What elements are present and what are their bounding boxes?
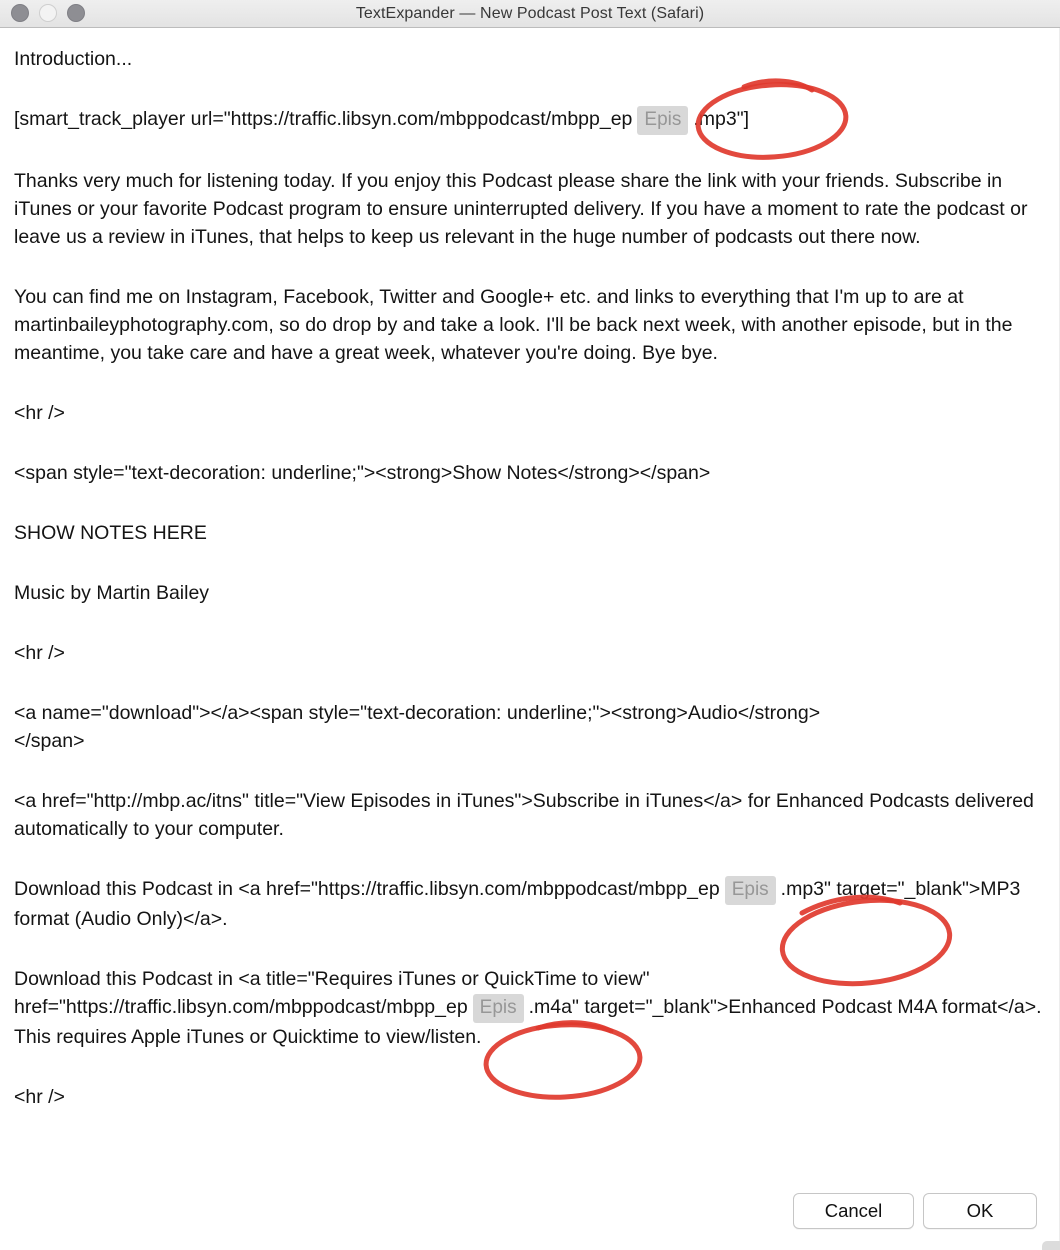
hr-tag-line-2: <hr />	[14, 642, 65, 664]
smart-track-pre-text: [smart_track_player url="https://traffic.libsyn.com/mbppodcast/mbpp_ep	[14, 108, 633, 130]
download-mp3-paragraph	[14, 875, 1046, 933]
subscribe-itunes-paragraph: <a href="http://mbp.ac/itns" title="View Episodes in iTunes">Subscribe in iTunes</a> for Enhanced Podcasts delivered automatically to your computer.	[14, 790, 1034, 840]
traffic-lights	[11, 4, 85, 22]
window-titlebar	[0, 0, 1060, 28]
audio-anchor-line	[14, 699, 1046, 755]
download-m4a-post-text: .m4a" target="_blank">Enhanced Podcast M4A format</a>. This requires Apple iTunes or Quicktime to view/listen.	[14, 996, 1042, 1048]
window-title: TextExpander — New Podcast Post Text (Safari)	[355, 4, 705, 22]
close-window-icon[interactable]	[11, 4, 29, 22]
download-mp3-pre-text: Download this Podcast in <a href="https://traffic.libsyn.com/mbppodcast/mbpp_ep	[14, 878, 720, 900]
download-mp3-post-text: .mp3" target="_blank">MP3 format (Audio Only)</a>.	[14, 878, 1021, 930]
episode-number-field-2[interactable]: Epis	[725, 876, 776, 905]
ok-button[interactable]: OK	[923, 1193, 1037, 1229]
smart-track-player-line	[14, 105, 1046, 135]
smart-track-post-text: .mp3"]	[693, 108, 750, 130]
intro-line: Introduction...	[14, 48, 133, 70]
show-notes-span-line: <span style="text-decoration: underline;"><strong>Show Notes</strong></span>	[14, 462, 711, 484]
audio-anchor-part1: <a name="download"></a><span style="text-decoration: underline;"><strong>Audio</strong>	[14, 702, 821, 724]
snippet-preview-area	[14, 28, 1046, 1143]
music-credit-line: Music by Martin Bailey	[14, 582, 210, 604]
show-notes-placeholder: SHOW NOTES HERE	[14, 522, 207, 544]
minimize-window-icon[interactable]	[39, 4, 57, 22]
episode-number-field-1[interactable]: Epis	[637, 106, 688, 135]
hr-tag-line-3: <hr />	[14, 1086, 65, 1108]
thanks-paragraph: Thanks very much for listening today. If you enjoy this Podcast please share the link with your friends. Subscribe in iTunes or your favorite Podcast program to ensure uninterrupted delivery. If you have a moment to rate the podcast or leave us a review in iTunes, that helps to keep us relevant in the huge number of podcasts out there now.	[14, 170, 1028, 248]
audio-anchor-part2: </span>	[14, 730, 85, 752]
download-m4a-pre-text: Download this Podcast in <a title="Requires iTunes or QuickTime to view" href="https://traffic.libsyn.com/mbppodcast/mbpp_ep	[14, 968, 650, 1018]
dialog-button-row	[793, 1193, 1037, 1229]
download-m4a-paragraph	[14, 965, 1046, 1051]
window-resize-corner	[1042, 1241, 1060, 1250]
cancel-button[interactable]: Cancel	[793, 1193, 914, 1229]
episode-number-field-3[interactable]: Epis	[473, 994, 524, 1023]
hr-tag-line-1: <hr />	[14, 402, 65, 424]
zoom-window-icon[interactable]	[67, 4, 85, 22]
social-links-paragraph: You can find me on Instagram, Facebook, Twitter and Google+ etc. and links to everything that I'm up to are at martinbaileyphotography.com, so do drop by and take a look. I'll be back next week, with another episode, but in the meantime, you take care and have a great week, whatever you're doing. Bye bye.	[14, 286, 1013, 364]
